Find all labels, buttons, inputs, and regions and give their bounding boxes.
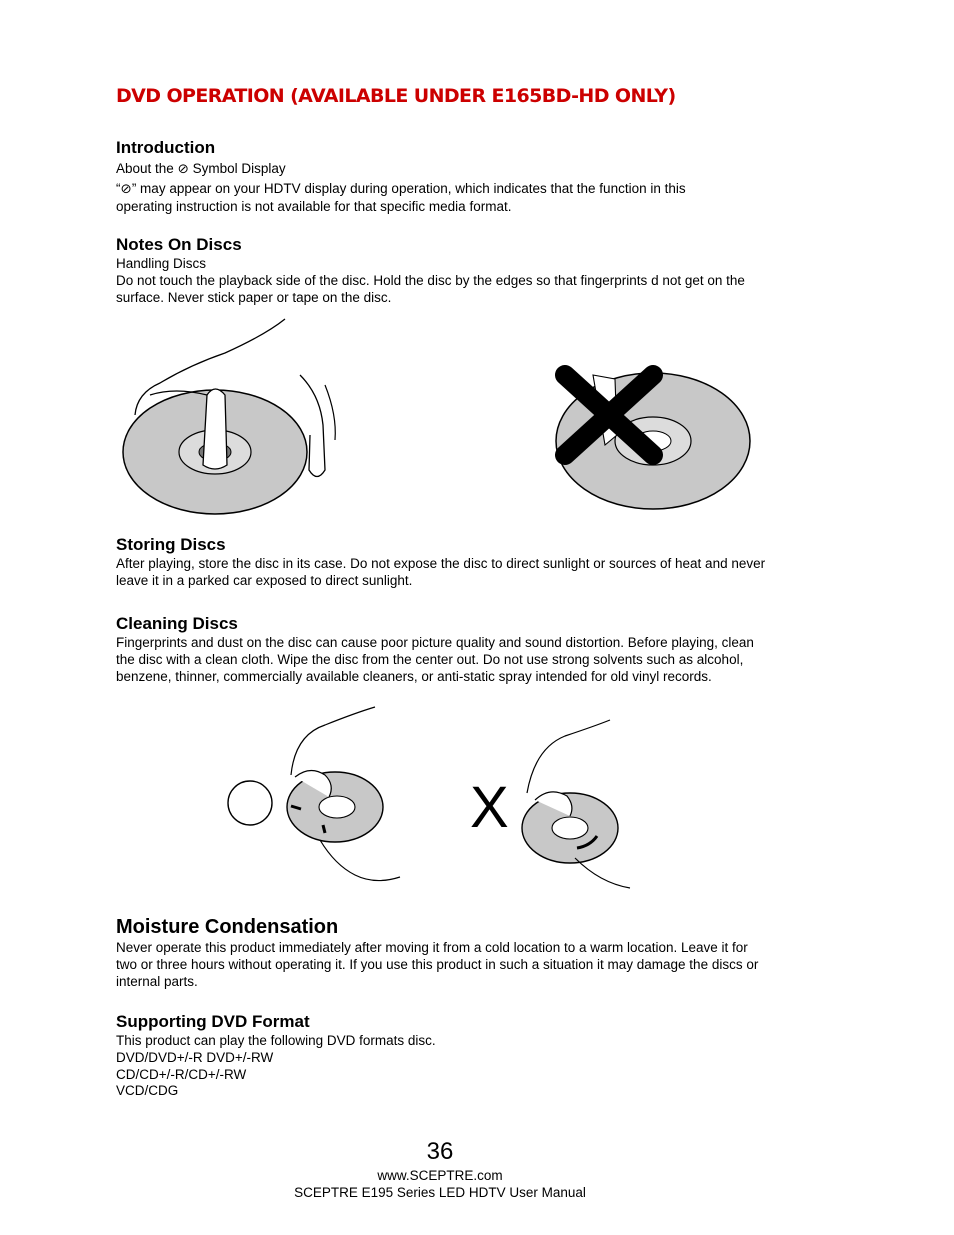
supporting-line-4: VCD/CDG xyxy=(116,1083,179,1098)
disc-hole xyxy=(552,817,588,839)
quote-open: “ xyxy=(116,181,121,196)
prohibited-symbol-icon: ⊘ xyxy=(177,161,189,177)
holding-hand xyxy=(575,858,630,888)
page-number: 36 xyxy=(426,1138,454,1165)
storing-heading: Storing Discs xyxy=(116,535,226,554)
correct-handling-illustration xyxy=(115,315,355,520)
supporting-line-2: DVD/DVD+/-R DVD+/-RW xyxy=(116,1050,274,1065)
wrong-cleaning-x-mark: X xyxy=(470,775,509,840)
moisture-text: Never operate this product immediately after moving it from a cold location to a warm location. Leave it for two or three hours without operating it. If you use this product in such a situation it may damage the discs or internal parts. xyxy=(116,940,759,989)
symbol-line-suffix: Symbol Display xyxy=(188,161,286,176)
disc-hole xyxy=(319,796,355,818)
cleaning-heading: Cleaning Discs xyxy=(116,614,238,633)
prohibited-symbol-icon-inline: ⊘ xyxy=(120,181,132,197)
moisture-heading: Moisture Condensation xyxy=(116,916,339,938)
introduction-heading: Introduction xyxy=(116,138,216,157)
wrong-cleaning-illustration xyxy=(515,718,645,908)
correct-mark-icon xyxy=(228,781,272,825)
hand-edge xyxy=(325,385,335,440)
intro-desc-line2: operating instruction is not available for that specific media format. xyxy=(116,199,512,214)
storing-text: After playing, store the disc in its case. Do not expose the disc to direct sunlight or sources of heat and never leave it in a parked car exposed to direct sunlight. xyxy=(116,556,766,588)
wrong-handling-illustration xyxy=(545,365,755,525)
symbol-display-line xyxy=(116,160,286,178)
intro-desc-line1-text: ” may appear on your HDTV display during operation, which indicates that the function in this xyxy=(131,181,686,196)
hand-outline xyxy=(527,720,610,793)
handling-discs-subheading: Handling Discs xyxy=(116,256,207,271)
symbol-line-prefix: About the xyxy=(116,161,178,176)
supporting-line-1: This product can play the following DVD formats disc. xyxy=(116,1033,436,1048)
notes-heading: Notes On Discs xyxy=(116,235,242,254)
correct-cleaning-illustration xyxy=(225,705,410,905)
footer-url: www.SCEPTRE.com xyxy=(377,1168,503,1183)
hand-outline xyxy=(291,707,375,775)
cleaning-text: Fingerprints and dust on the disc can cause poor picture quality and sound distortion. Before playing, clean the disc with a clean cloth. Wipe the disc from the center out. Do not use strong solvents such as alcohol, benzene, thinner, commercially available cleaners, or anti-static spray intended for old vinyl records. xyxy=(116,635,754,684)
intro-desc-line1 xyxy=(116,180,686,198)
page-title: DVD OPERATION (AVAILABLE UNDER E165BD-HD ONLY) xyxy=(116,85,676,107)
supporting-line-3: CD/CD+/-R/CD+/-RW xyxy=(116,1067,247,1082)
finger-icon xyxy=(203,389,227,469)
handling-discs-text: Do not touch the playback side of the disc. Hold the disc by the edges so that fingerprints d not get on the surface. Never stick paper or tape on the disc. xyxy=(116,273,745,305)
footer-manual-title: SCEPTRE E195 Series LED HDTV User Manual xyxy=(294,1185,586,1200)
arrow-icon xyxy=(323,825,325,833)
supporting-heading: Supporting DVD Format xyxy=(116,1012,310,1031)
holding-hand xyxy=(320,840,400,881)
